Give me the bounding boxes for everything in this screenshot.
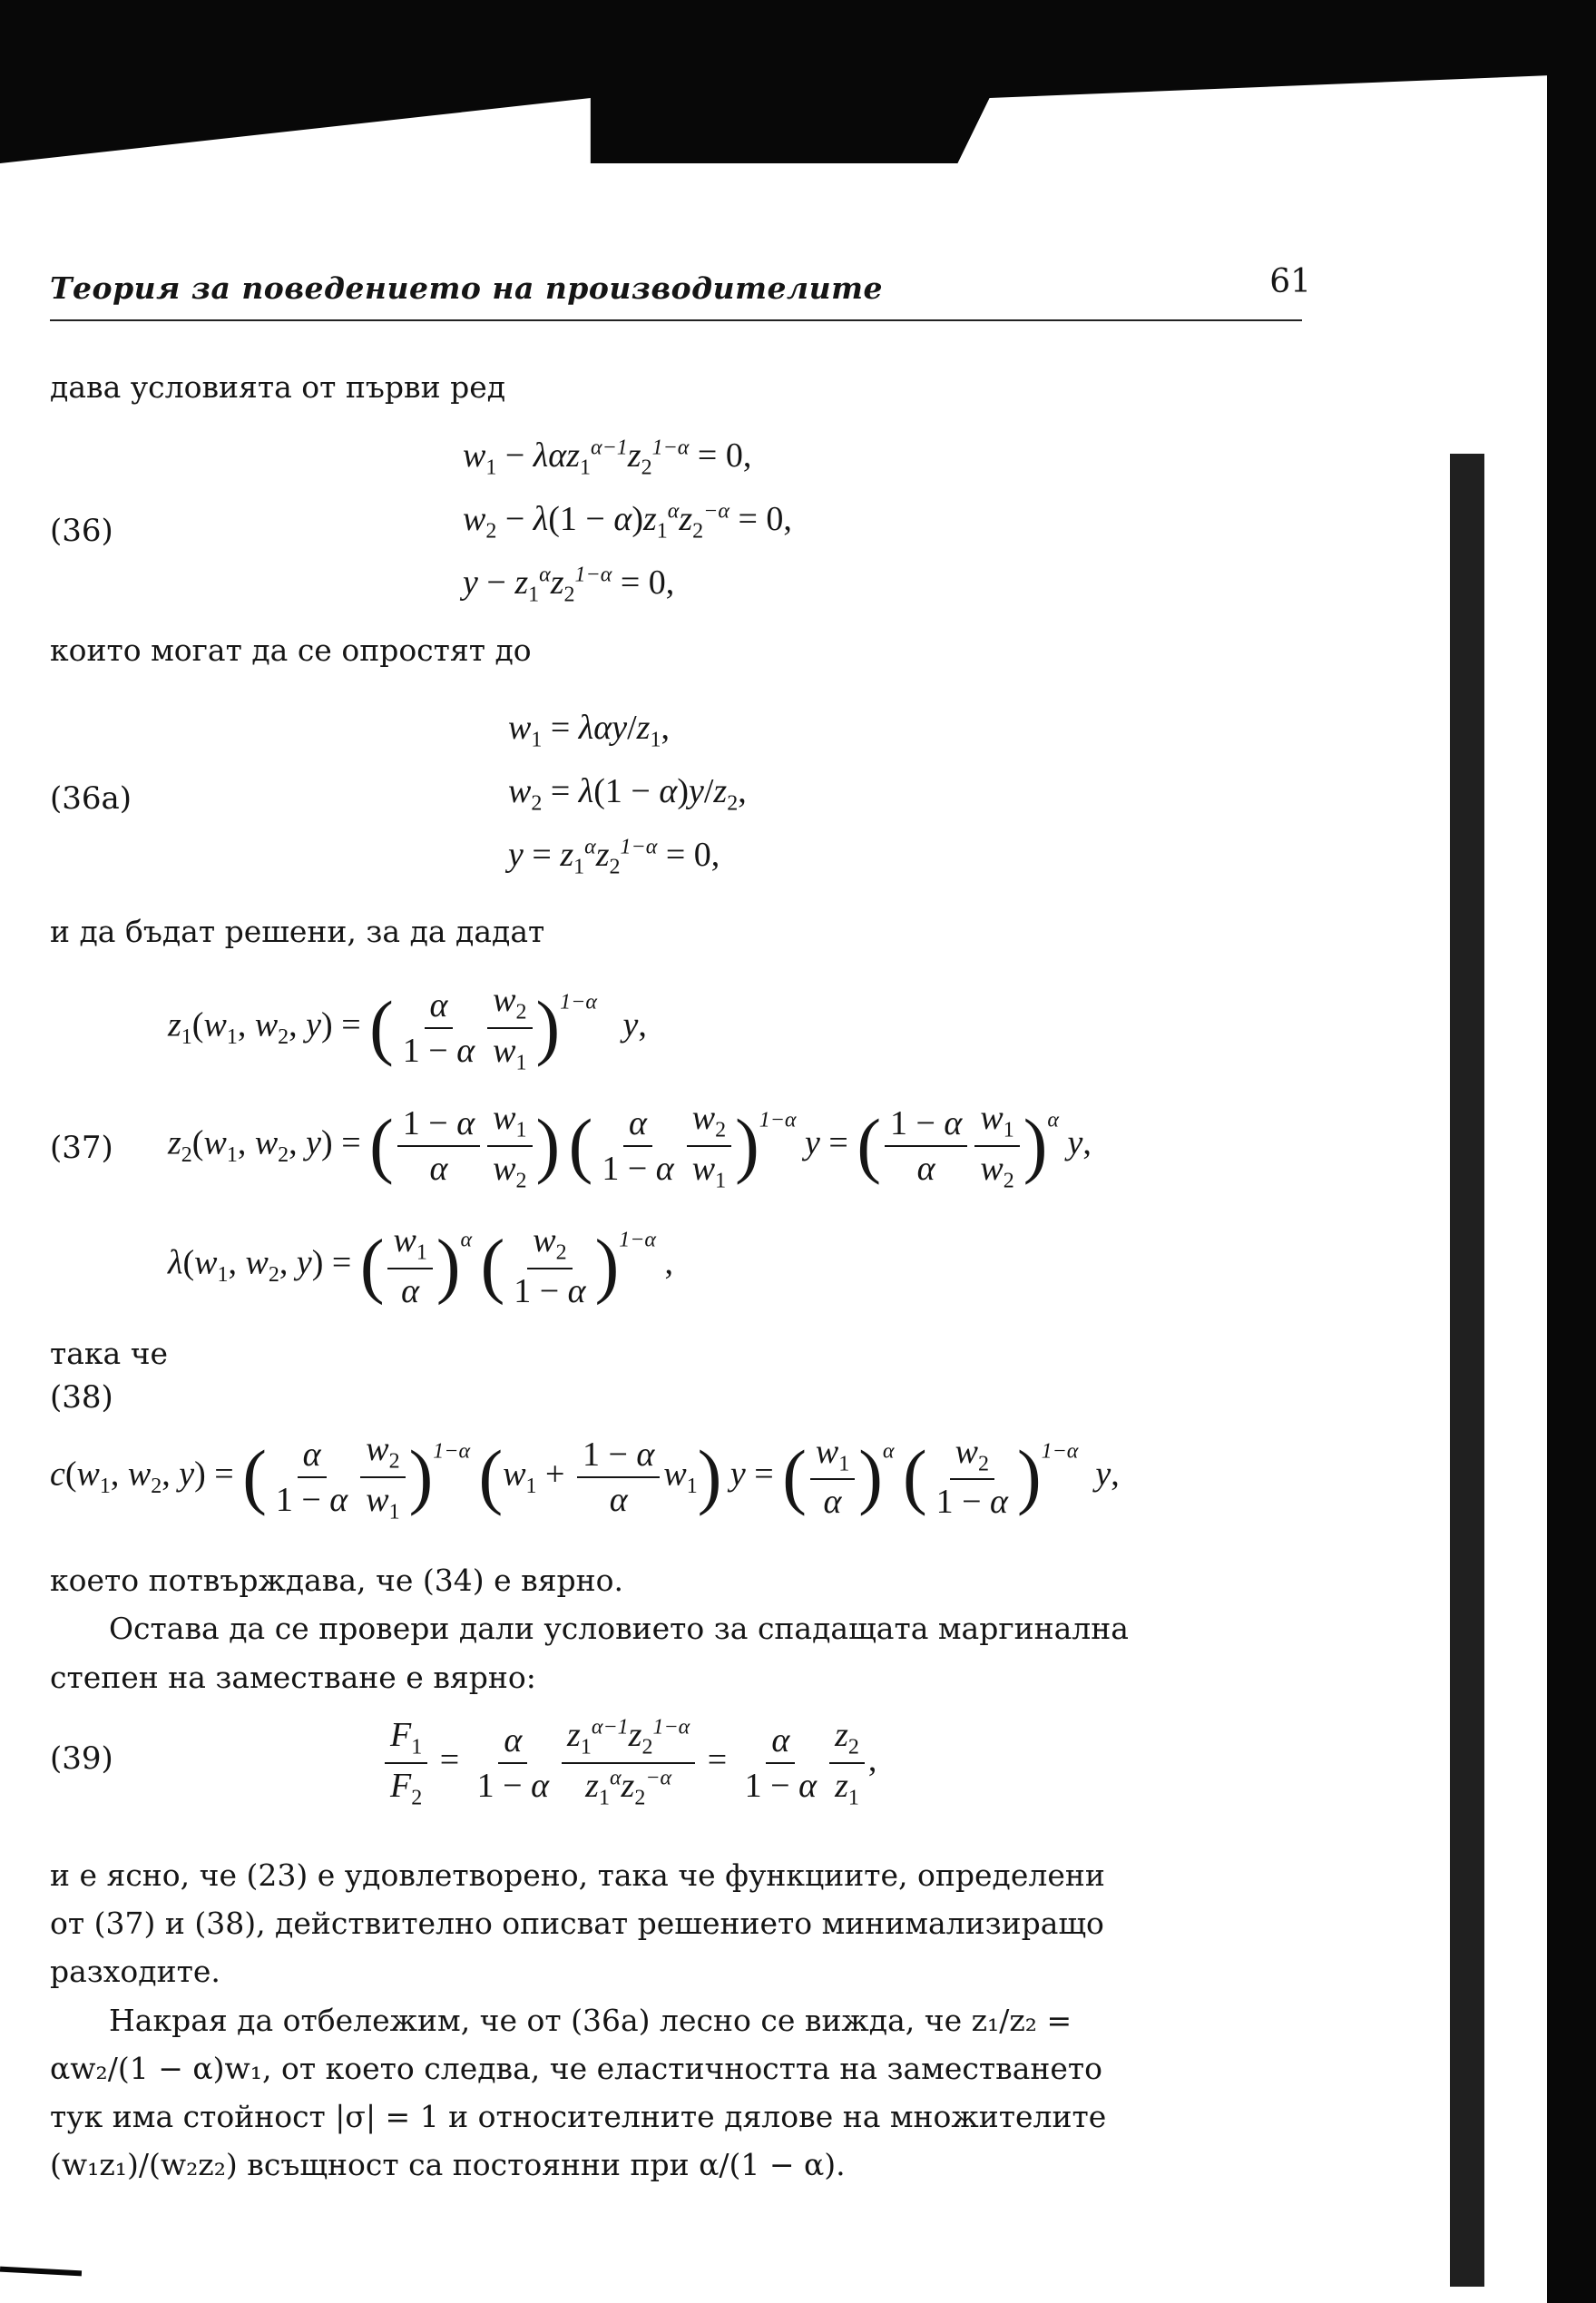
equation-39: $\frac{F_1}{F_2}$ = $\frac{\alpha}{1 - \alpha}$ $\frac{z_1^{\alpha-1}z_2^{1-\alpha}}{z_1^\alpha z_2^{-\alpha}}$ = $\frac{\alpha}{1 - \alpha}$ $\frac{z_2}{z_1}$ , <box>381 1715 876 1810</box>
scan-mark-bottom-left <box>0 2267 82 2277</box>
paragraph-2-line-1: и е ясно, че (23) е удовлетворено, така че функциите, определени <box>50 1857 1105 1893</box>
equation-label-38: (38) <box>50 1379 113 1416</box>
equation-36a-line3: $y = z_1^\alpha z_2^{1-\alpha} = 0$, <box>508 835 720 879</box>
confirm-text: което потвърждава, че (34) е вярно. <box>50 1563 623 1598</box>
equation-label-36: (36) <box>50 513 113 549</box>
solve-text: и да бъдат решени, за да дадат <box>50 914 545 949</box>
equation-37-line2: $z_2(w_1$, $w_2$, y) = ( $\frac{1 - \alpha}{\alpha}$ $\frac{w_1}{w_2}$ ) ( $\frac{\alpha}{1 - \alpha}$ $\frac{w_2}{w_1}$ )$^{1-\alpha}$ y = ( $\frac{1 - \alpha}{\alpha}$ $\frac{w_1}{w_2}$ )$^\alpha$ y, <box>168 1099 1092 1193</box>
paragraph-2-line-2: от (37) и (38), действително описват решението минимализиращо <box>50 1906 1104 1941</box>
paragraph-1-line-1: Остава да се провери дали условието за спадащата маргинална <box>109 1611 1129 1646</box>
paragraph-3-line-1: Накрая да отбележим, че от (36а) лесно се вижда, че z₁/z₂ = <box>109 2003 1072 2038</box>
equation-label-36a: (36а) <box>50 780 132 817</box>
equation-label-37: (37) <box>50 1130 113 1166</box>
equation-37-line3: $\lambda(w_1$, $w_2$, y) = ( $\frac{w_1}{\alpha}$ )$^\alpha$ ( $\frac{w_2}{1 - \alpha}$ )$^{1-\alpha}$ , <box>168 1221 674 1310</box>
scan-edge-right <box>1450 454 1484 2287</box>
running-title: Теория за поведението на производителите <box>50 270 884 306</box>
equation-36-line1: $w_1 - \lambda\alpha z_1^{\alpha-1}z_2^{1-\alpha} = 0$, <box>463 436 752 480</box>
page-number: 61 <box>1269 263 1311 300</box>
scan-border-top <box>0 0 1596 163</box>
thus-text: така че <box>50 1336 169 1371</box>
running-head <box>50 263 1311 318</box>
paragraph-3-line-4: (w₁z₁)/(w₂z₂) всъщност са постоянни при α/(1 − α). <box>50 2147 846 2182</box>
equation-37-line1: $z_1(w_1$, $w_2$, y) = ( $\frac{\alpha}{1 - \alpha}$ $\frac{w_2}{w_1}$ )$^{1-\alpha}$ y, <box>168 981 647 1075</box>
simplify-text: които могат да се опростят до <box>50 632 532 668</box>
paragraph-3-line-3: тук има стойност |σ| = 1 и относителните дялове на множителите <box>50 2099 1107 2134</box>
paragraph-1-line-2: степен на заместване е вярно: <box>50 1660 536 1695</box>
equation-36a-line1: $w_1 = \lambda\alpha y/z_1$, <box>508 709 670 752</box>
intro-text: дава условията от първи ред <box>50 369 506 405</box>
equation-36-line2: $w_2 - \lambda(1 - \alpha)z_1^\alpha z_2^{-\alpha} = 0$, <box>463 499 792 544</box>
scan-border-right <box>1547 0 1596 2303</box>
equation-36a-line2: $w_2 = \lambda(1 - \alpha)y/z_2$, <box>508 772 747 816</box>
header-rule <box>50 319 1302 321</box>
equation-36-line3: $y - z_1^\alpha z_2^{1-\alpha} = 0$, <box>463 563 675 607</box>
equation-38: $c(w_1$, $w_2$, y) = ( $\frac{\alpha}{1 - \alpha}$ $\frac{w_2}{w_1}$ )$^{1-\alpha}$ ($w_1$ + $\frac{1 - \alpha}{\alpha}$ $w_1$) y = ( $\frac{w_1}{\alpha}$ )$^\alpha$ ( $\frac{w_2}{1 - \alpha}$ )$^{1-\alpha}$ y, <box>50 1430 1120 1524</box>
paragraph-3-line-2: αw₂/(1 − α)w₁, от което следва, че еластичността на заместването <box>50 2051 1103 2086</box>
equation-label-39: (39) <box>50 1740 113 1777</box>
paragraph-2-line-3: разходите. <box>50 1954 220 1989</box>
